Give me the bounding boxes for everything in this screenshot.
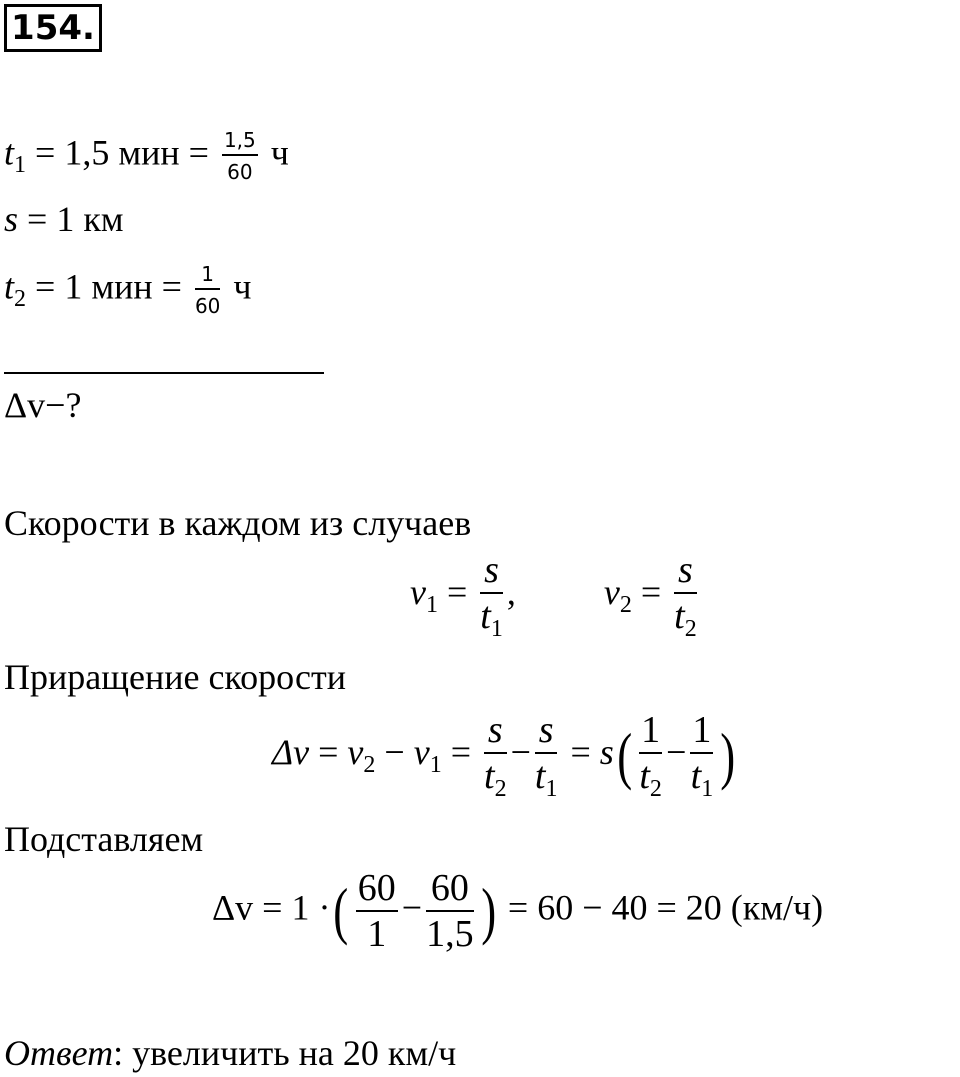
answer-label: Ответ (4, 1033, 114, 1073)
substitution-result: = 60 − 40 = 20 (км/ч) (507, 887, 824, 928)
answer-text: : увеличить на 20 км/ч (113, 1033, 457, 1073)
speeds-text: Скорости в каждом из случаев (4, 503, 472, 543)
s-symbol: s (599, 731, 614, 772)
t1-subscript: 1 (14, 152, 27, 179)
t1-equation: = 1,5 мин = (35, 132, 209, 173)
equals-sign: = (446, 571, 468, 612)
frac-den (535, 754, 558, 803)
frac-den (639, 754, 662, 803)
s-over-t1 (480, 548, 503, 643)
equals-sign: = (318, 731, 339, 772)
v-symbol: v (410, 571, 426, 612)
frac-den (690, 754, 713, 803)
sixty-over-one-five (426, 866, 474, 956)
sixty-over-one (356, 866, 398, 956)
problem-number: 154. (4, 4, 102, 52)
v-symbol: v (603, 571, 620, 612)
minus-sign: − (510, 731, 531, 772)
one-over-t2 (639, 708, 662, 803)
t2-equation: = 1 мин = (35, 266, 182, 307)
t1-unit: ч (270, 132, 289, 173)
subscript: 2 (363, 751, 376, 778)
frac-den: 1 (367, 913, 387, 955)
t2-fraction (195, 262, 220, 318)
s-over-t2 (484, 708, 507, 803)
t1-fraction-den: 60 (227, 160, 253, 184)
t2-unit: ч (233, 266, 252, 307)
t-symbol: t (480, 595, 491, 637)
frac-num: s (484, 708, 507, 754)
t2-symbol: t (4, 266, 15, 307)
s-symbol: s (4, 199, 19, 239)
subscript: 1 (429, 751, 442, 778)
v2-subscript: 2 (619, 591, 632, 618)
minus-sign: − (384, 731, 405, 772)
frac-den (480, 594, 503, 643)
t1-symbol: t (4, 132, 15, 173)
given-t1 (4, 128, 289, 184)
answer-line (4, 1032, 456, 1074)
v-symbol: v (347, 731, 364, 772)
subscript: 2 (684, 616, 697, 642)
frac-den (674, 594, 697, 643)
frac-num: s (480, 548, 503, 594)
t2-subscript: 2 (14, 286, 27, 313)
frac-den: 1,5 (426, 913, 474, 955)
given-divider (4, 372, 324, 374)
subscript: 2 (649, 776, 662, 802)
frac-num: 60 (426, 866, 474, 912)
minus-sign: − (401, 887, 423, 928)
frac-num: s (535, 708, 558, 754)
t-symbol: t (639, 755, 650, 797)
t-symbol: t (534, 755, 546, 797)
t-symbol: t (674, 595, 685, 637)
right-paren: ) (720, 719, 736, 791)
subscript: 1 (545, 776, 558, 802)
one-over-t1 (690, 708, 713, 803)
substitute-text: Подставляем (4, 819, 204, 859)
comma: , (506, 571, 516, 612)
t-symbol: t (690, 755, 702, 797)
left-paren: ( (616, 719, 632, 791)
s-over-t2 (674, 548, 697, 643)
v-symbol: v (413, 731, 430, 772)
frac-num: s (674, 548, 697, 594)
equals-sign: = (640, 571, 662, 612)
t1-fraction-num: 1,5 (222, 128, 258, 156)
speed-formulas (410, 548, 701, 643)
subscript: 2 (494, 776, 507, 802)
delta-v-prefix: Δv = 1 · (212, 887, 331, 928)
subscript: 1 (701, 776, 714, 802)
given-s (4, 198, 124, 240)
equals-sign: = (570, 731, 591, 772)
t2-fraction-den: 60 (194, 294, 221, 318)
left-paren: ( (333, 875, 349, 946)
frac-num: 60 (356, 866, 398, 912)
minus-sign: − (666, 731, 687, 772)
frac-den (484, 754, 507, 803)
given-t2 (4, 262, 252, 318)
s-over-t1 (535, 708, 558, 803)
frac-num: 1 (690, 708, 713, 754)
delta-v: Δv (272, 731, 310, 772)
substitution-formula (212, 866, 823, 956)
t-symbol: t (484, 755, 495, 797)
t2-fraction-num: 1 (195, 262, 220, 290)
find-quantity: Δv−? (4, 385, 82, 425)
increment-formula (272, 708, 739, 803)
v1-subscript: 1 (425, 591, 438, 618)
s-equation: = 1 км (27, 199, 124, 239)
t1-fraction (222, 128, 258, 184)
equals-sign: = (450, 731, 472, 772)
subscript: 1 (490, 616, 503, 642)
frac-num: 1 (639, 708, 662, 754)
right-paren: ) (480, 875, 496, 946)
increment-text: Приращение скорости (4, 657, 346, 697)
